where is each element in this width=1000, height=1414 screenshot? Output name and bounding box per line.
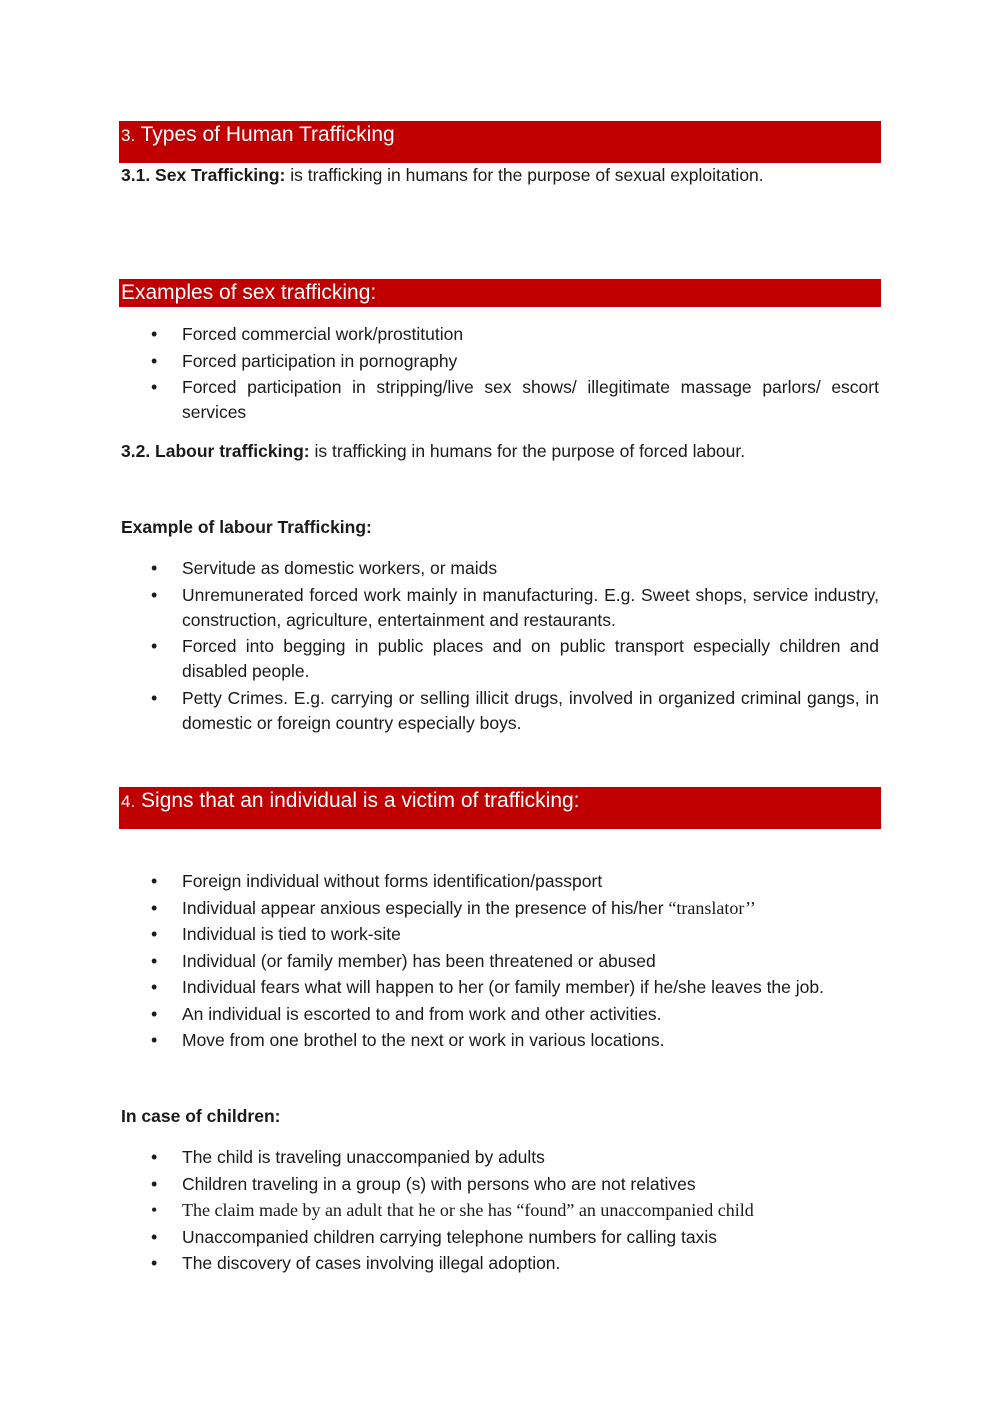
list-item: • An individual is escorted to and from work and other activities.	[121, 1002, 879, 1027]
labour-trafficking-text: is trafficking in humans for the purpose of forced labour.	[309, 441, 746, 461]
list-item: • Individual is tied to work-site	[121, 922, 879, 947]
list-item: • Unaccompanied children carrying telephone numbers for calling taxis	[121, 1225, 879, 1250]
list-item: • Children traveling in a group (s) with persons who are not relatives	[121, 1172, 879, 1197]
list-item: • Forced commercial work/prostitution	[121, 322, 879, 347]
list-item: • The discovery of cases involving illegal adoption.	[121, 1251, 879, 1276]
labour-trafficking-definition	[121, 440, 881, 462]
labour-examples-list	[121, 556, 879, 737]
sex-trafficking-text: is trafficking in humans for the purpose of sexual exploitation.	[285, 165, 764, 185]
section-3-heading	[119, 121, 881, 163]
list-item-text: Individual appear anxious especially in the presence of his/her	[182, 897, 669, 918]
signs-list	[121, 869, 879, 1055]
list-item: • Unremunerated forced work mainly in manufacturing. E.g. Sweet shops, service industry, construction, agriculture, entertainment and restaurants.	[121, 583, 879, 633]
list-item: • Forced participation in stripping/live sex shows/ illegitimate massage parlors/ escort services	[121, 375, 879, 425]
list-item: • Move from one brothel to the next or work in various locations.	[121, 1028, 879, 1053]
sex-trafficking-label: 3.1. Sex Trafficking:	[121, 165, 286, 185]
sex-trafficking-definition	[121, 164, 881, 186]
list-item: • Servitude as domestic workers, or maids	[121, 556, 879, 581]
list-item	[121, 896, 879, 921]
section-3-number: 3.	[121, 126, 136, 145]
section-3-title: Types of Human Trafficking	[135, 123, 395, 146]
sex-examples-list	[121, 322, 879, 427]
list-item: • Foreign individual without forms identification/passport	[121, 869, 879, 894]
list-item: • Forced participation in pornography	[121, 349, 879, 374]
translator-word: “translator’’	[668, 897, 756, 918]
labour-trafficking-label: 3.2. Labour trafficking:	[121, 441, 310, 461]
section-4-title: Signs that an individual is a victim of trafficking:	[135, 789, 580, 812]
list-item: • Forced into begging in public places and on public transport especially children and disabled people.	[121, 634, 879, 684]
list-item: • Individual (or family member) has been threatened or abused	[121, 949, 879, 974]
sex-examples-heading: Examples of sex trafficking:	[119, 279, 881, 307]
list-item: • The child is traveling unaccompanied by adults	[121, 1145, 879, 1170]
list-item: • Petty Crimes. E.g. carrying or selling illicit drugs, involved in organized criminal gangs, in domestic or foreign country especially boys.	[121, 686, 879, 736]
list-item: • The claim made by an adult that he or she has “found” an unaccompanied child	[121, 1198, 879, 1223]
children-heading: In case of children:	[121, 1106, 281, 1126]
children-list	[121, 1145, 879, 1278]
section-4-heading	[119, 787, 881, 829]
labour-examples-heading: Example of labour Trafficking:	[121, 517, 372, 537]
section-4-number: 4.	[121, 792, 136, 811]
list-item: • Individual fears what will happen to her (or family member) if he/she leaves the job.	[121, 975, 879, 1000]
